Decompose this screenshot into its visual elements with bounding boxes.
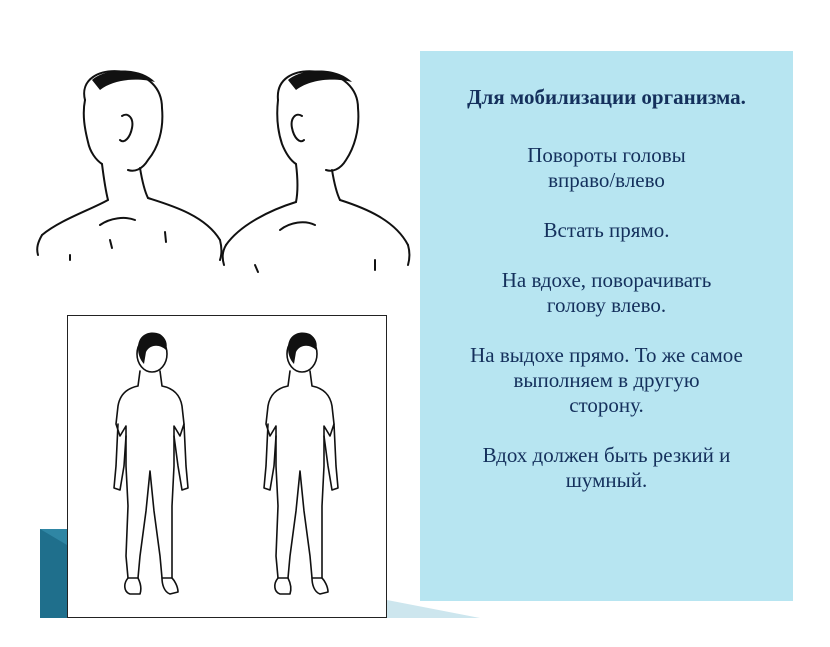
instruction-line: Встать прямо. (543, 218, 670, 242)
instruction-panel (420, 51, 793, 601)
instruction-paragraph (420, 268, 793, 318)
instruction-paragraph (420, 143, 793, 193)
instruction-line: вправо/влево (548, 168, 665, 192)
instruction-line: голову влево. (546, 293, 667, 317)
instruction-line: На выдохе прямо. То же самое (470, 343, 743, 367)
instruction-line: выполняем в другую (513, 368, 700, 392)
instruction-paragraph (420, 218, 793, 243)
standing-figures-icon (68, 316, 388, 619)
instruction-line: сторону. (569, 393, 644, 417)
instruction-paragraph (420, 343, 793, 418)
head-turn-illustration (30, 60, 420, 280)
instruction-line: шумный. (565, 468, 648, 492)
instruction-paragraph (420, 443, 793, 493)
standing-figures-illustration (67, 315, 387, 618)
instruction-line: На вдохе, поворачивать (501, 268, 712, 292)
panel-title: Для мобилизации организма. (467, 85, 746, 109)
instruction-line: Вдох должен быть резкий и (482, 443, 731, 467)
instruction-line: Повороты головы (527, 143, 686, 167)
